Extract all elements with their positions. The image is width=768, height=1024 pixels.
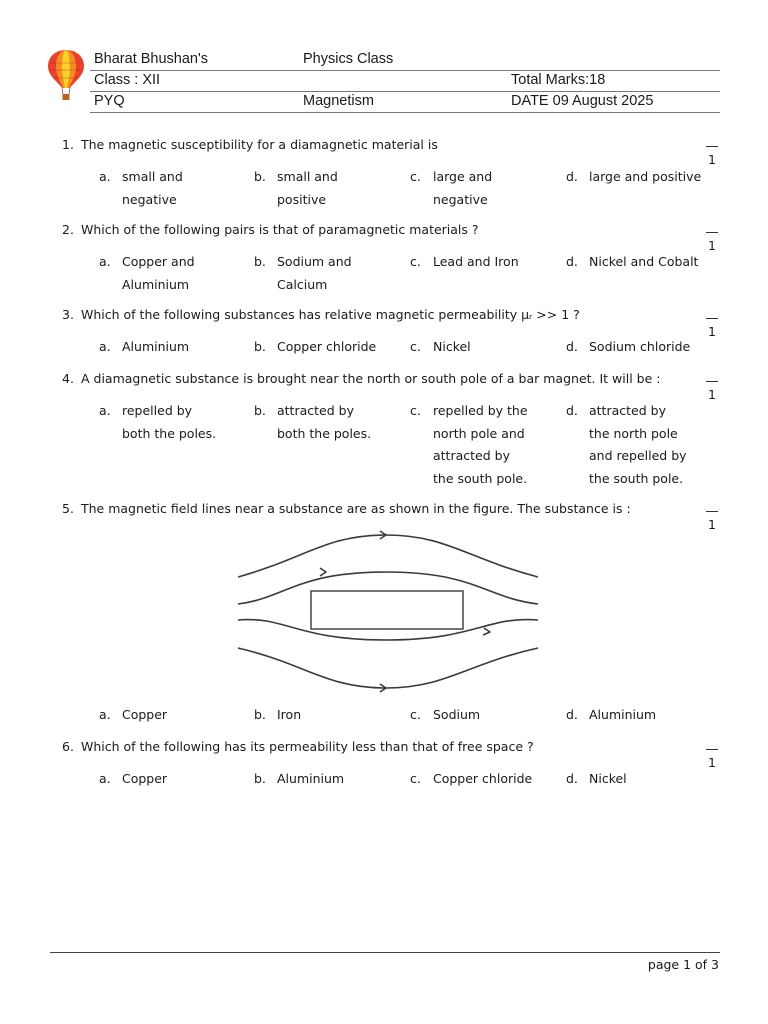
marks-5: 1 [700,511,724,532]
page-number: page 1 of 3 [647,957,719,972]
paper-type: PYQ [94,93,125,109]
question-1: 1. The magnetic susceptibility for a diamagnetic material is a. small and negative b. small and positive c. large and negative d. large and positive [62,137,702,207]
field-lines-figure [236,528,542,698]
question-text: A diamagnetic substance is brought near the north or south pole of a bar magnet. It will be : [81,371,661,386]
question-number: 6. [62,739,74,754]
total-marks: Total Marks:18 [511,72,606,88]
question-4: 4. A diamagnetic substance is brought near the north or south pole of a bar magnet. It will be : a. repelled by both the poles. b. attracted by both the poles. c. repelled by the north pole and attracted by the south pole. d. attracted by the north pole and repelled by the south pole. [62,371,687,486]
question-number: 1. [62,137,74,152]
topic-name: Magnetism [303,93,374,109]
balloon-logo [46,48,86,102]
question-5-options: a. Copper b. Iron c. Sodium d. Aluminium [99,707,657,722]
author-name: Bharat Bhushan's [94,51,209,67]
subject-name: Physics Class [303,51,394,67]
marks-1: 1 [700,146,724,167]
question-number: 5. [62,501,74,516]
question-2: 2. Which of the following pairs is that of paramagnetic materials ? a. Copper and Aluminium b. Sodium and Calcium c. Lead and Iron d. Nickel and Cobalt [62,222,699,292]
question-text: The magnetic field lines near a substance are as shown in the figure. The substance is : [81,501,631,516]
header-row-3 [90,91,720,113]
exam-date: DATE 09 August 2025 [511,93,654,109]
header-row-2 [90,70,720,92]
marks-2: 1 [700,232,724,253]
question-5 [62,500,702,518]
marks-4: 1 [700,381,724,402]
class-label: Class : XII [94,72,161,88]
question-text: The magnetic susceptibility for a diamagnetic material is [81,137,438,152]
question-text: Which of the following pairs is that of paramagnetic materials ? [81,222,479,237]
question-text: Which of the following substances has relative magnetic permeability μᵣ >> 1 ? [81,307,580,322]
question-number: 2. [62,222,74,237]
footer-divider [50,952,720,953]
question-number: 3. [62,307,74,322]
marks-6: 1 [700,749,724,770]
question-number: 4. [62,371,74,386]
marks-3: 1 [700,318,724,339]
header-row-1 [90,49,720,71]
question-text: Which of the following has its permeability less than that of free space ? [81,739,534,754]
question-3: 3. Which of the following substances has relative magnetic permeability μᵣ >> 1 ? a. Aluminium b. Copper chloride c. Nickel d. Sodium chloride [62,307,691,354]
question-6: 6. Which of the following has its permeability less than that of free space ? a. Copper b. Aluminium c. Copper chloride d. Nickel [62,739,627,786]
